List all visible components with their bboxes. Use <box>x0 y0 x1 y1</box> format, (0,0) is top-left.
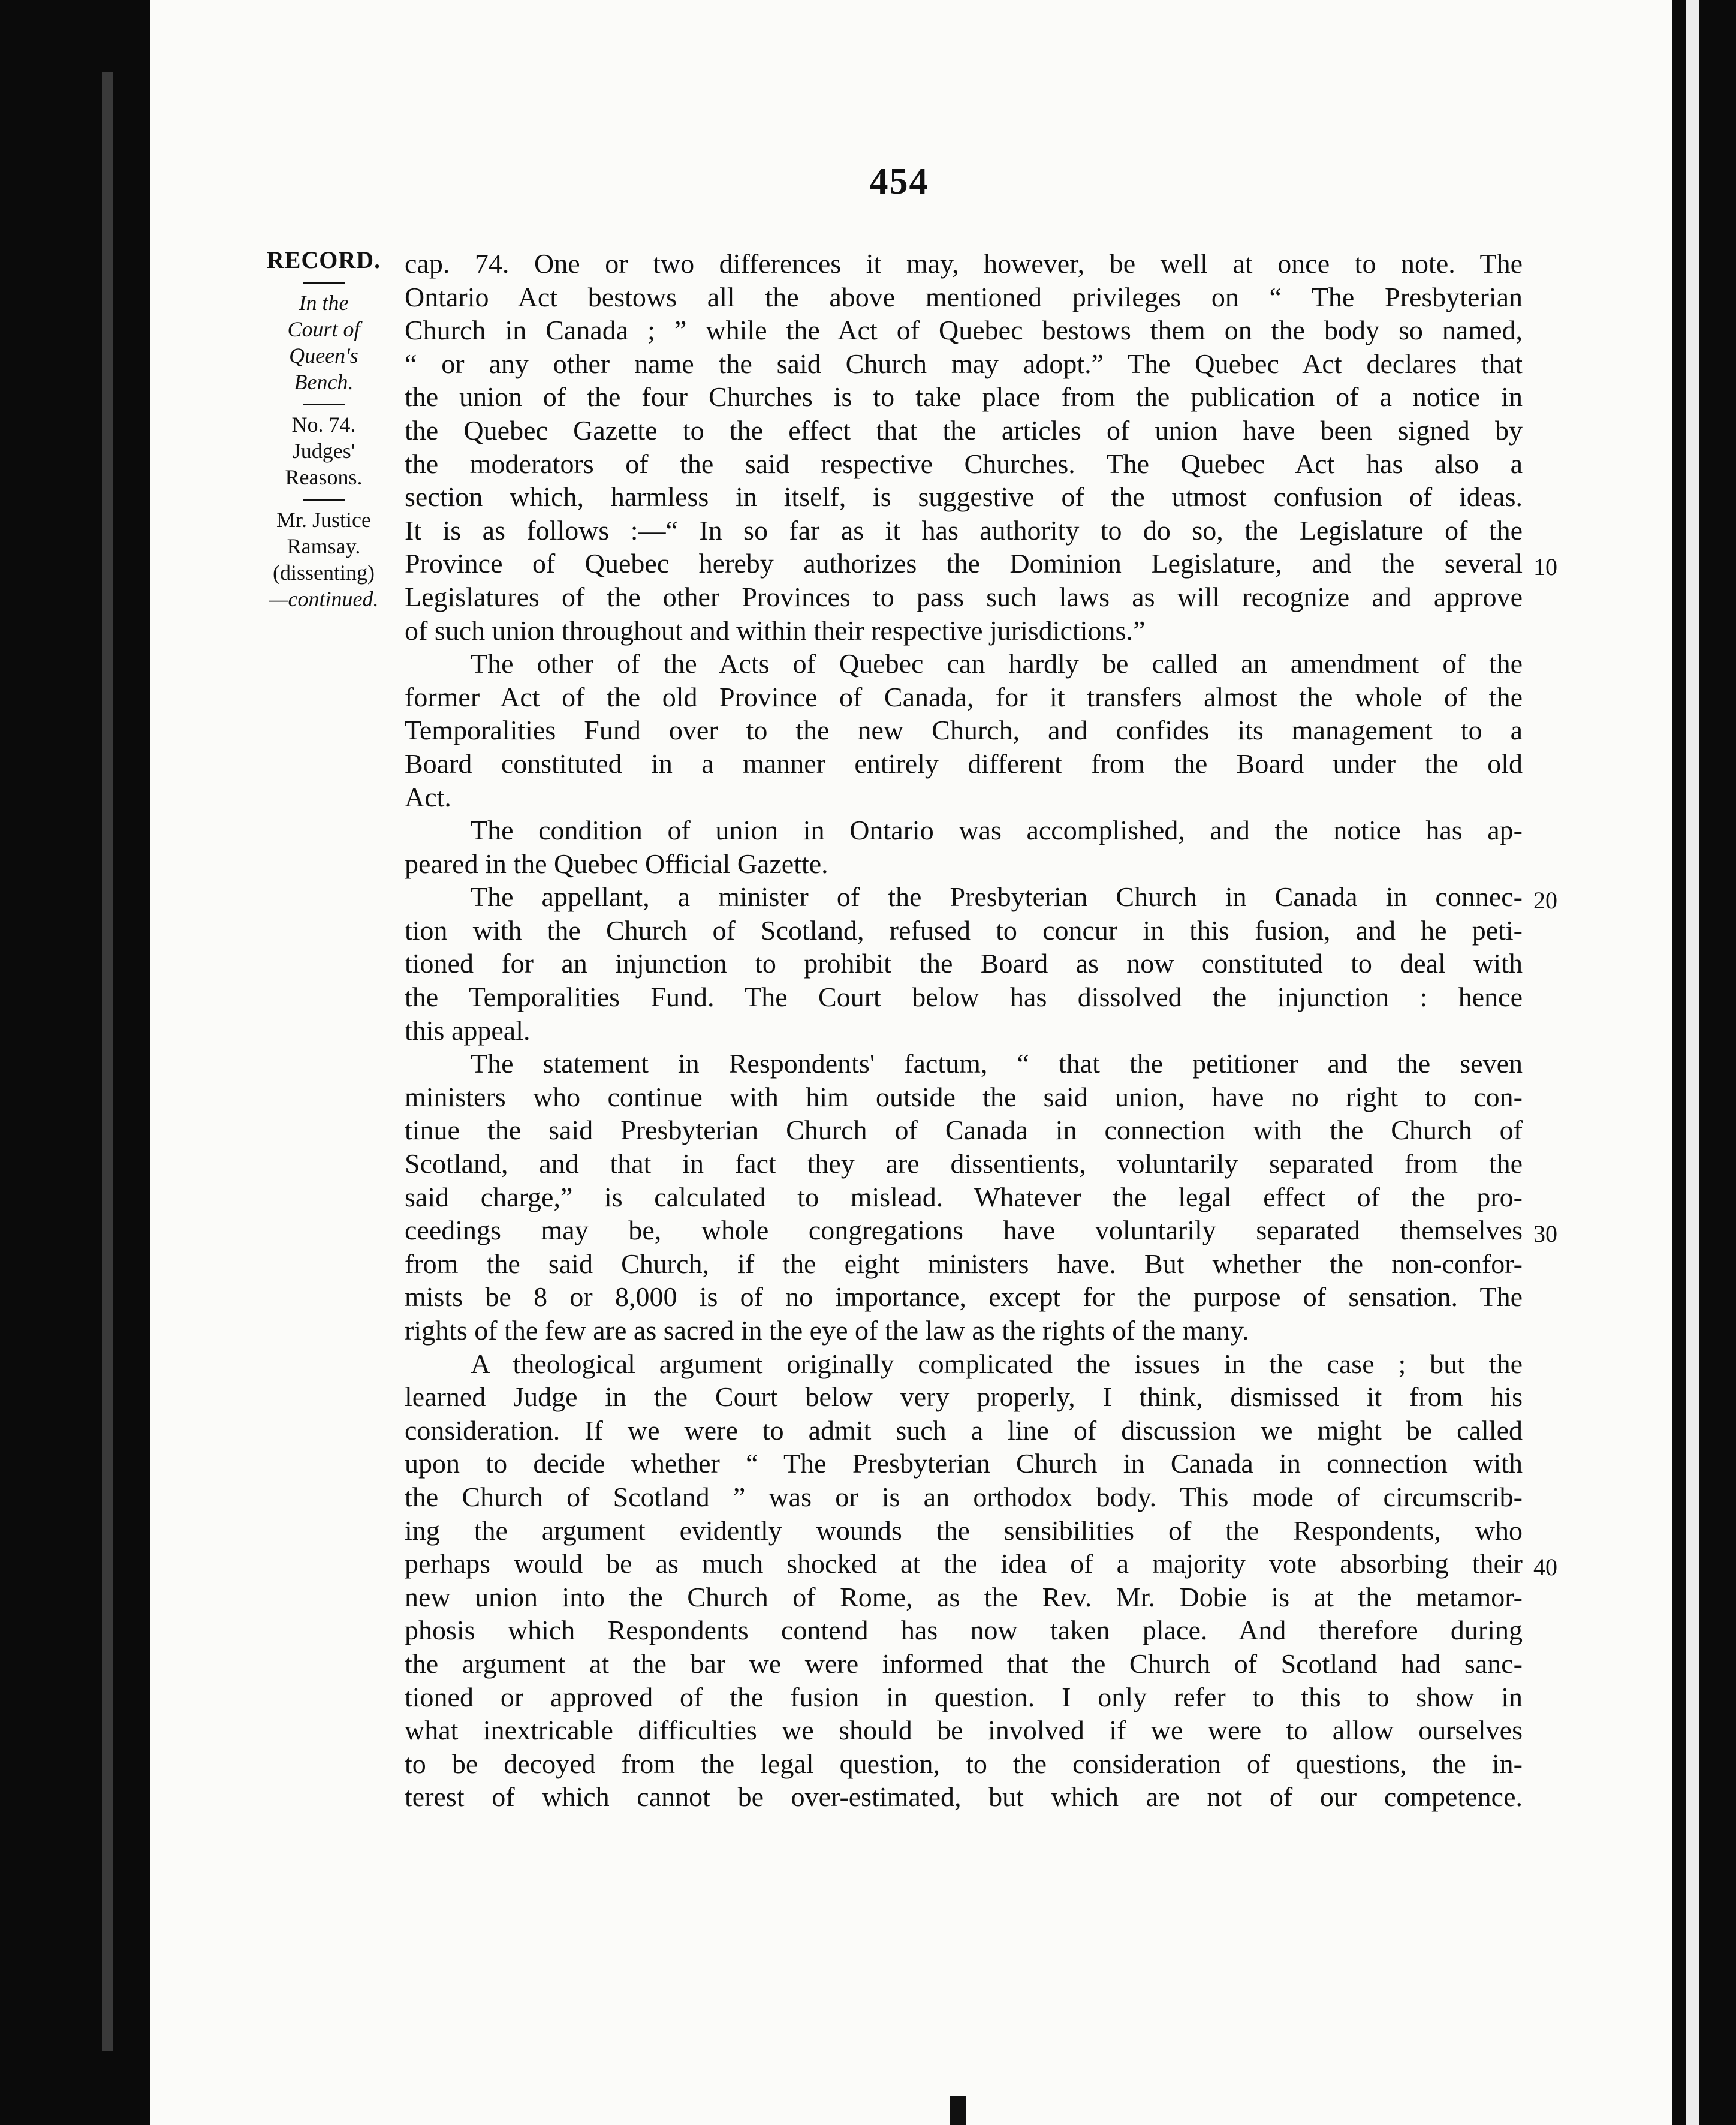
sidebar-rule <box>303 404 345 405</box>
line-number: 30 <box>1533 1220 1557 1248</box>
scan-registration-mark <box>950 2096 966 2125</box>
text-line: to be decoyed from the legal question, to the consideration of questions, the in- <box>405 1748 1523 1779</box>
line-number: 40 <box>1533 1554 1557 1581</box>
text-line: Ontario Act bestows all the above mentioned privileges on “ The Presbyterian <box>405 281 1523 312</box>
judge-ref <box>252 507 396 612</box>
text-line: peared in the Quebec Official Gazette. <box>405 848 828 879</box>
text-line: cap. 74. One or two differences it may, however, be well at once to note. The <box>405 248 1523 279</box>
text-line: perhaps would be as much shocked at the idea of a majority vote absorbing their <box>405 1548 1523 1579</box>
text-line: what inextricable difficulties we should be involved if we were to allow ourselves <box>405 1715 1523 1746</box>
text-line: the union of the four Churches is to take place from the publication of a notice in <box>405 381 1523 413</box>
judge-line: Ramsay. <box>287 534 361 558</box>
judge-line: (dissenting) <box>273 561 375 585</box>
judge-line: Mr. Justice <box>276 508 371 532</box>
text-line: Temporalities Fund over to the new Church, and confides its management to a <box>405 715 1523 746</box>
text-line: The statement in Respondents' factum, “ that the petitioner and the seven <box>471 1048 1523 1079</box>
court-line: Court of <box>287 317 360 341</box>
text-line: tioned or approved of the fusion in question. I only refer to this to show in <box>405 1681 1523 1712</box>
text-line: “ or any other name the said Church may adopt.” The Quebec Act declares that <box>405 348 1523 379</box>
text-line: the Church of Scotland ” was or is an orthodox body. This mode of circumscrib- <box>405 1481 1523 1512</box>
text-line: ministers who continue with him outside the said union, have no right to con- <box>405 1081 1523 1112</box>
text-line: Scotland, and that in fact they are dissentients, voluntarily separated from the <box>405 1148 1523 1179</box>
text-line: terest of which cannot be over-estimated, but which are not of our competence. <box>405 1781 1523 1813</box>
document-title-line: Judges' <box>292 439 355 463</box>
text-line: new union into the Church of Rome, as the Rev. Mr. Dobie is at the metamor- <box>405 1581 1523 1612</box>
document-ref <box>252 411 396 490</box>
text-line: Legislatures of the other Provinces to pass such laws as will recognize and approve <box>405 581 1523 612</box>
court-name <box>252 290 396 395</box>
scan-right-border <box>1672 0 1736 2125</box>
text-line: tinue the said Presbyterian Church of Canada in connection with the Church of <box>405 1115 1523 1146</box>
text-line: Board constituted in a manner entirely different from the Board under the old <box>405 748 1523 779</box>
court-line: Bench. <box>294 370 354 394</box>
text-line: this appeal. <box>405 1015 531 1046</box>
scan-binding-shadow <box>102 72 113 2051</box>
document-title-line: Reasons. <box>285 465 363 489</box>
line-number: 10 <box>1533 553 1557 581</box>
text-line: It is as follows :—“ In so far as it has authority to do so, the Legislature of the <box>405 514 1523 546</box>
judge-line: —continued. <box>269 587 379 611</box>
text-line: A theological argument originally complicated the issues in the case ; but the <box>471 1348 1523 1379</box>
text-line: tion with the Church of Scotland, refused to concur in this fusion, and he peti- <box>405 914 1523 946</box>
text-line: of such union throughout and within their respective jurisdictions.” <box>405 615 1146 646</box>
text-line: upon to decide whether “ The Presbyterian Church in Canada in connection with <box>405 1448 1523 1479</box>
text-line: Province of Quebec hereby authorizes the Dominion Legislature, and the several <box>405 548 1523 579</box>
record-label: RECORD. <box>266 246 381 273</box>
text-line: the argument at the bar we were informed that the Church of Scotland had sanc- <box>405 1648 1523 1679</box>
scan-right-strip <box>1686 0 1699 2125</box>
text-line: the Temporalities Fund. The Court below has dissolved the injunction : hence <box>405 982 1523 1013</box>
text-line: mists be 8 or 8,000 is of no importance, except for the purpose of sensation. The <box>405 1281 1523 1313</box>
text-line: ing the argument evidently wounds the sensibilities of the Respondents, who <box>405 1515 1523 1546</box>
text-line: former Act of the old Province of Canada, for it transfers almost the whole of the <box>405 681 1523 712</box>
text-line: learned Judge in the Court below very properly, I think, dismissed it from his <box>405 1381 1523 1413</box>
text-line: ceedings may be, whole congregations have voluntarily separated themselves <box>405 1215 1523 1246</box>
text-line: section which, harmless in itself, is suggestive of the utmost confusion of ideas. <box>405 481 1523 513</box>
sidebar-rule <box>303 499 345 501</box>
scan-left-border <box>0 0 150 2125</box>
line-number: 20 <box>1533 887 1557 914</box>
court-line: Queen's <box>289 344 358 368</box>
page-number: 454 <box>869 161 929 202</box>
text-line: the moderators of the said respective Churches. The Quebec Act has also a <box>405 448 1523 479</box>
court-line: In the <box>299 291 349 315</box>
body-text <box>405 247 1523 1814</box>
text-line: The condition of union in Ontario was accomplished, and the notice has ap- <box>471 815 1523 846</box>
text-line: Church in Canada ; ” while the Act of Quebec bestows them on the body so named, <box>405 315 1523 346</box>
text-line: Act. <box>405 781 451 812</box>
text-line: rights of the few are as sacred in the eye of the law as the rights of the many. <box>405 1315 1249 1346</box>
text-line: the Quebec Gazette to the effect that the articles of union have been signed by <box>405 414 1523 446</box>
document-number: No. 74. <box>291 413 356 437</box>
margin-sidebar <box>252 247 396 612</box>
text-line: tioned for an injunction to prohibit the Board as now constituted to deal with <box>405 948 1523 979</box>
text-line: from the said Church, if the eight ministers have. But whether the non-confor- <box>405 1248 1523 1279</box>
text-line: The appellant, a minister of the Presbyterian Church in Canada in connec- <box>471 881 1523 913</box>
sidebar-rule <box>303 282 345 284</box>
text-line: phosis which Respondents contend has now taken place. And therefore during <box>405 1615 1523 1646</box>
text-line: The other of the Acts of Quebec can hardly be called an amendment of the <box>471 648 1523 679</box>
text-line: consideration. If we were to admit such a line of discussion we might be called <box>405 1414 1523 1446</box>
text-line: said charge,” is calculated to mislead. Whatever the legal effect of the pro- <box>405 1181 1523 1212</box>
